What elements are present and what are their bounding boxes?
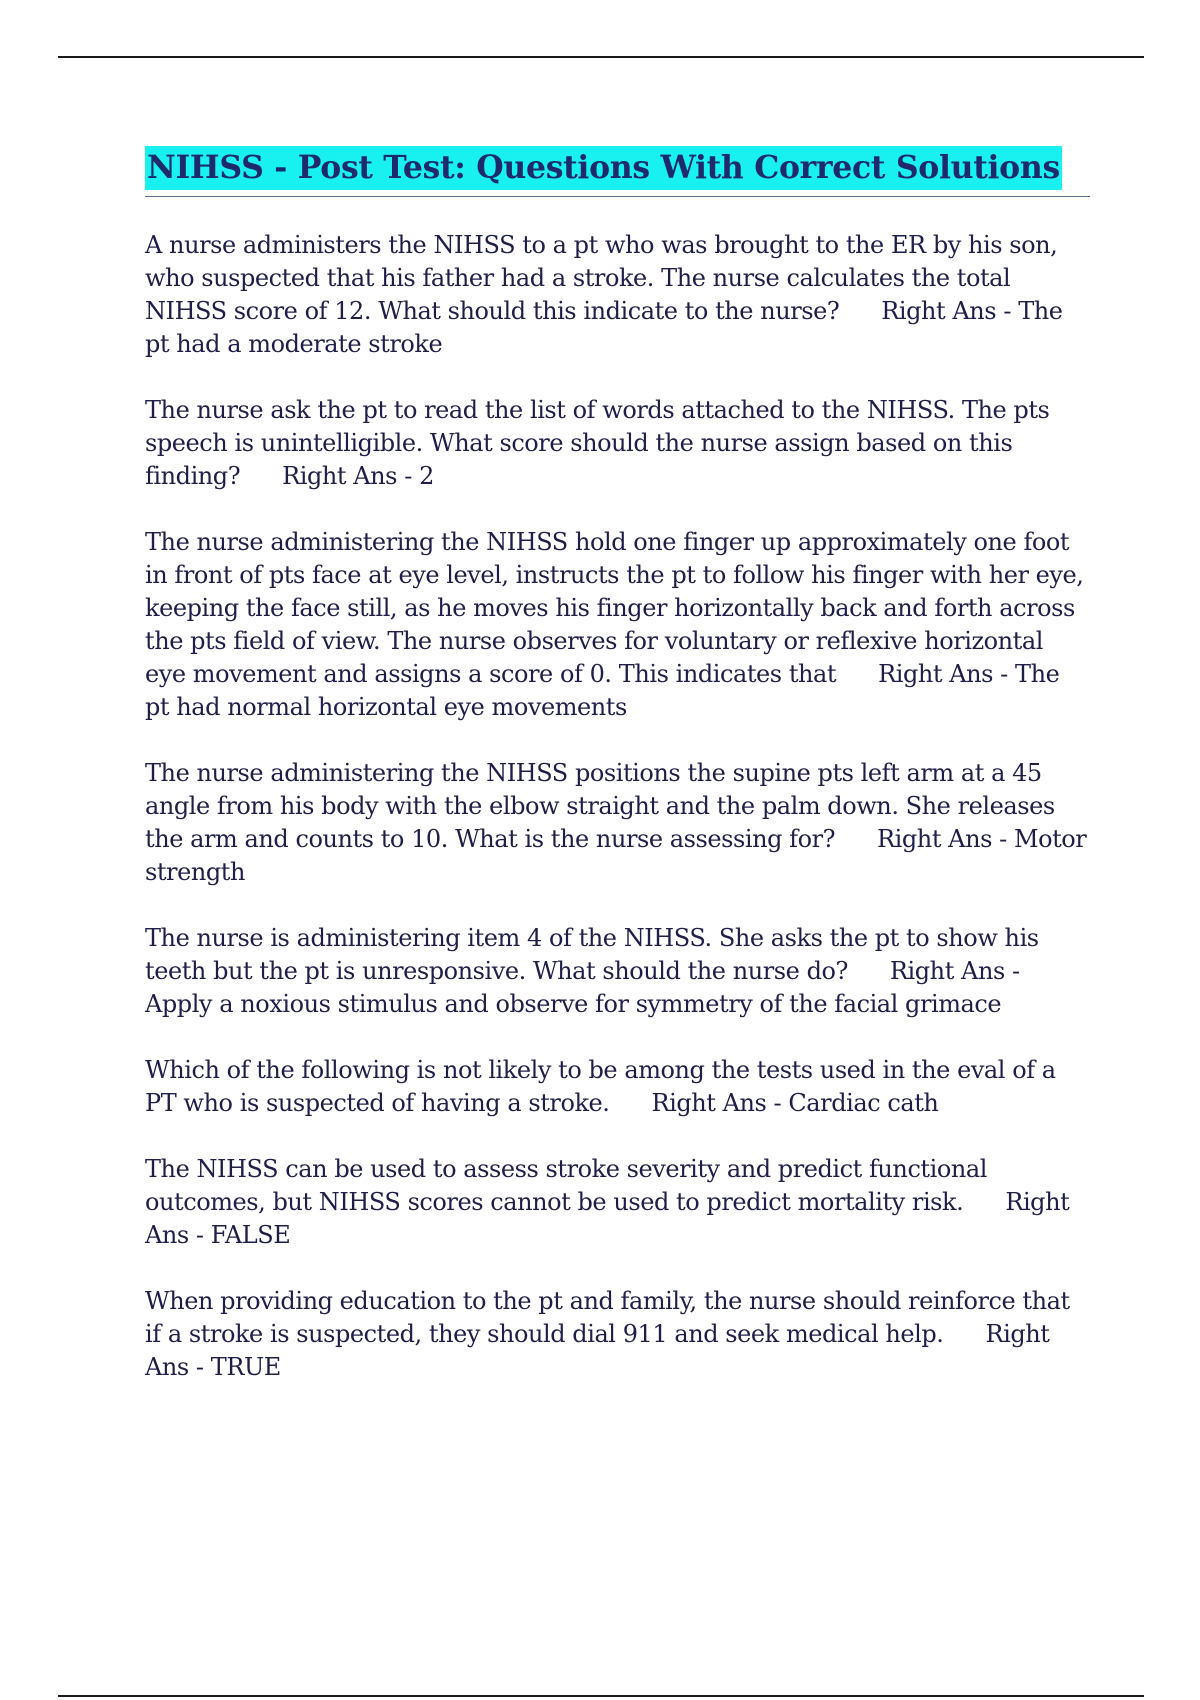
answer-text: Right Ans - TRUE bbox=[145, 1320, 1050, 1381]
question-text: Which of the following is not likely to be among the tests used in the eval of a PT who is suspected of having a stroke. bbox=[145, 1056, 1056, 1117]
answer-text: Right Ans - FALSE bbox=[145, 1188, 1070, 1249]
page-bottom-rule bbox=[58, 1695, 1144, 1697]
page-top-rule bbox=[58, 56, 1144, 58]
question-text: A nurse administers the NIHSS to a pt who was brought to the ER by his son, who suspected that his father had a stroke. The nurse calculates the total NIHSS score of 12. What should this indicate to the nurse? bbox=[145, 231, 1058, 325]
answer-text: Right Ans - The pt had a moderate stroke bbox=[145, 297, 1063, 358]
question-text: The NIHSS can be used to assess stroke severity and predict functional outcomes, but NIHSS scores cannot be used to predict mortality risk. bbox=[145, 1155, 987, 1216]
question-text: The nurse administering the NIHSS positions the supine pts left arm at a 45 angle from his body with the elbow straight and the palm down. She releases the arm and counts to 10. What is the nurse assessing for? bbox=[145, 759, 1055, 853]
qa-item bbox=[145, 229, 1090, 361]
qa-item bbox=[145, 526, 1090, 724]
answer-text: Right Ans - The pt had normal horizontal eye movements bbox=[145, 660, 1060, 721]
qa-item bbox=[145, 922, 1090, 1021]
answer-text: Right Ans - Motor strength bbox=[145, 825, 1087, 886]
document-title: NIHSS - Post Test: Questions With Correct Solutions bbox=[145, 146, 1062, 190]
document-body bbox=[145, 146, 1090, 1417]
question-text: The nurse is administering item 4 of the NIHSS. She asks the pt to show his teeth but the pt is unresponsive. What should the nurse do? bbox=[145, 924, 1039, 985]
qa-item bbox=[145, 394, 1090, 493]
answer-text: Right Ans - Cardiac cath bbox=[651, 1089, 939, 1117]
question-text: The nurse ask the pt to read the list of words attached to the NIHSS. The pts speech is unintelligible. What score should the nurse assign based on this finding? bbox=[145, 396, 1050, 490]
question-text: When providing education to the pt and family, the nurse should reinforce that if a stroke is suspected, they should dial 911 and seek medical help. bbox=[145, 1287, 1070, 1348]
answer-text: Right Ans - 2 bbox=[282, 462, 434, 490]
qa-item bbox=[145, 1153, 1090, 1252]
answer-text: Right Ans - Apply a noxious stimulus and observe for symmetry of the facial grimace bbox=[145, 957, 1020, 1018]
title-underline bbox=[145, 146, 1090, 197]
qa-item bbox=[145, 757, 1090, 889]
question-text: The nurse administering the NIHSS hold one finger up approximately one foot in front of pts face at eye level, instructs the pt to follow his finger with her eye, keeping the face still, as he moves his finger horizontally back and forth across the pts field of view. The nurse observes for voluntary or reflexive horizontal eye movement and assigns a score of 0. This indicates that bbox=[145, 528, 1084, 688]
qa-item bbox=[145, 1054, 1090, 1120]
qa-item bbox=[145, 1285, 1090, 1384]
